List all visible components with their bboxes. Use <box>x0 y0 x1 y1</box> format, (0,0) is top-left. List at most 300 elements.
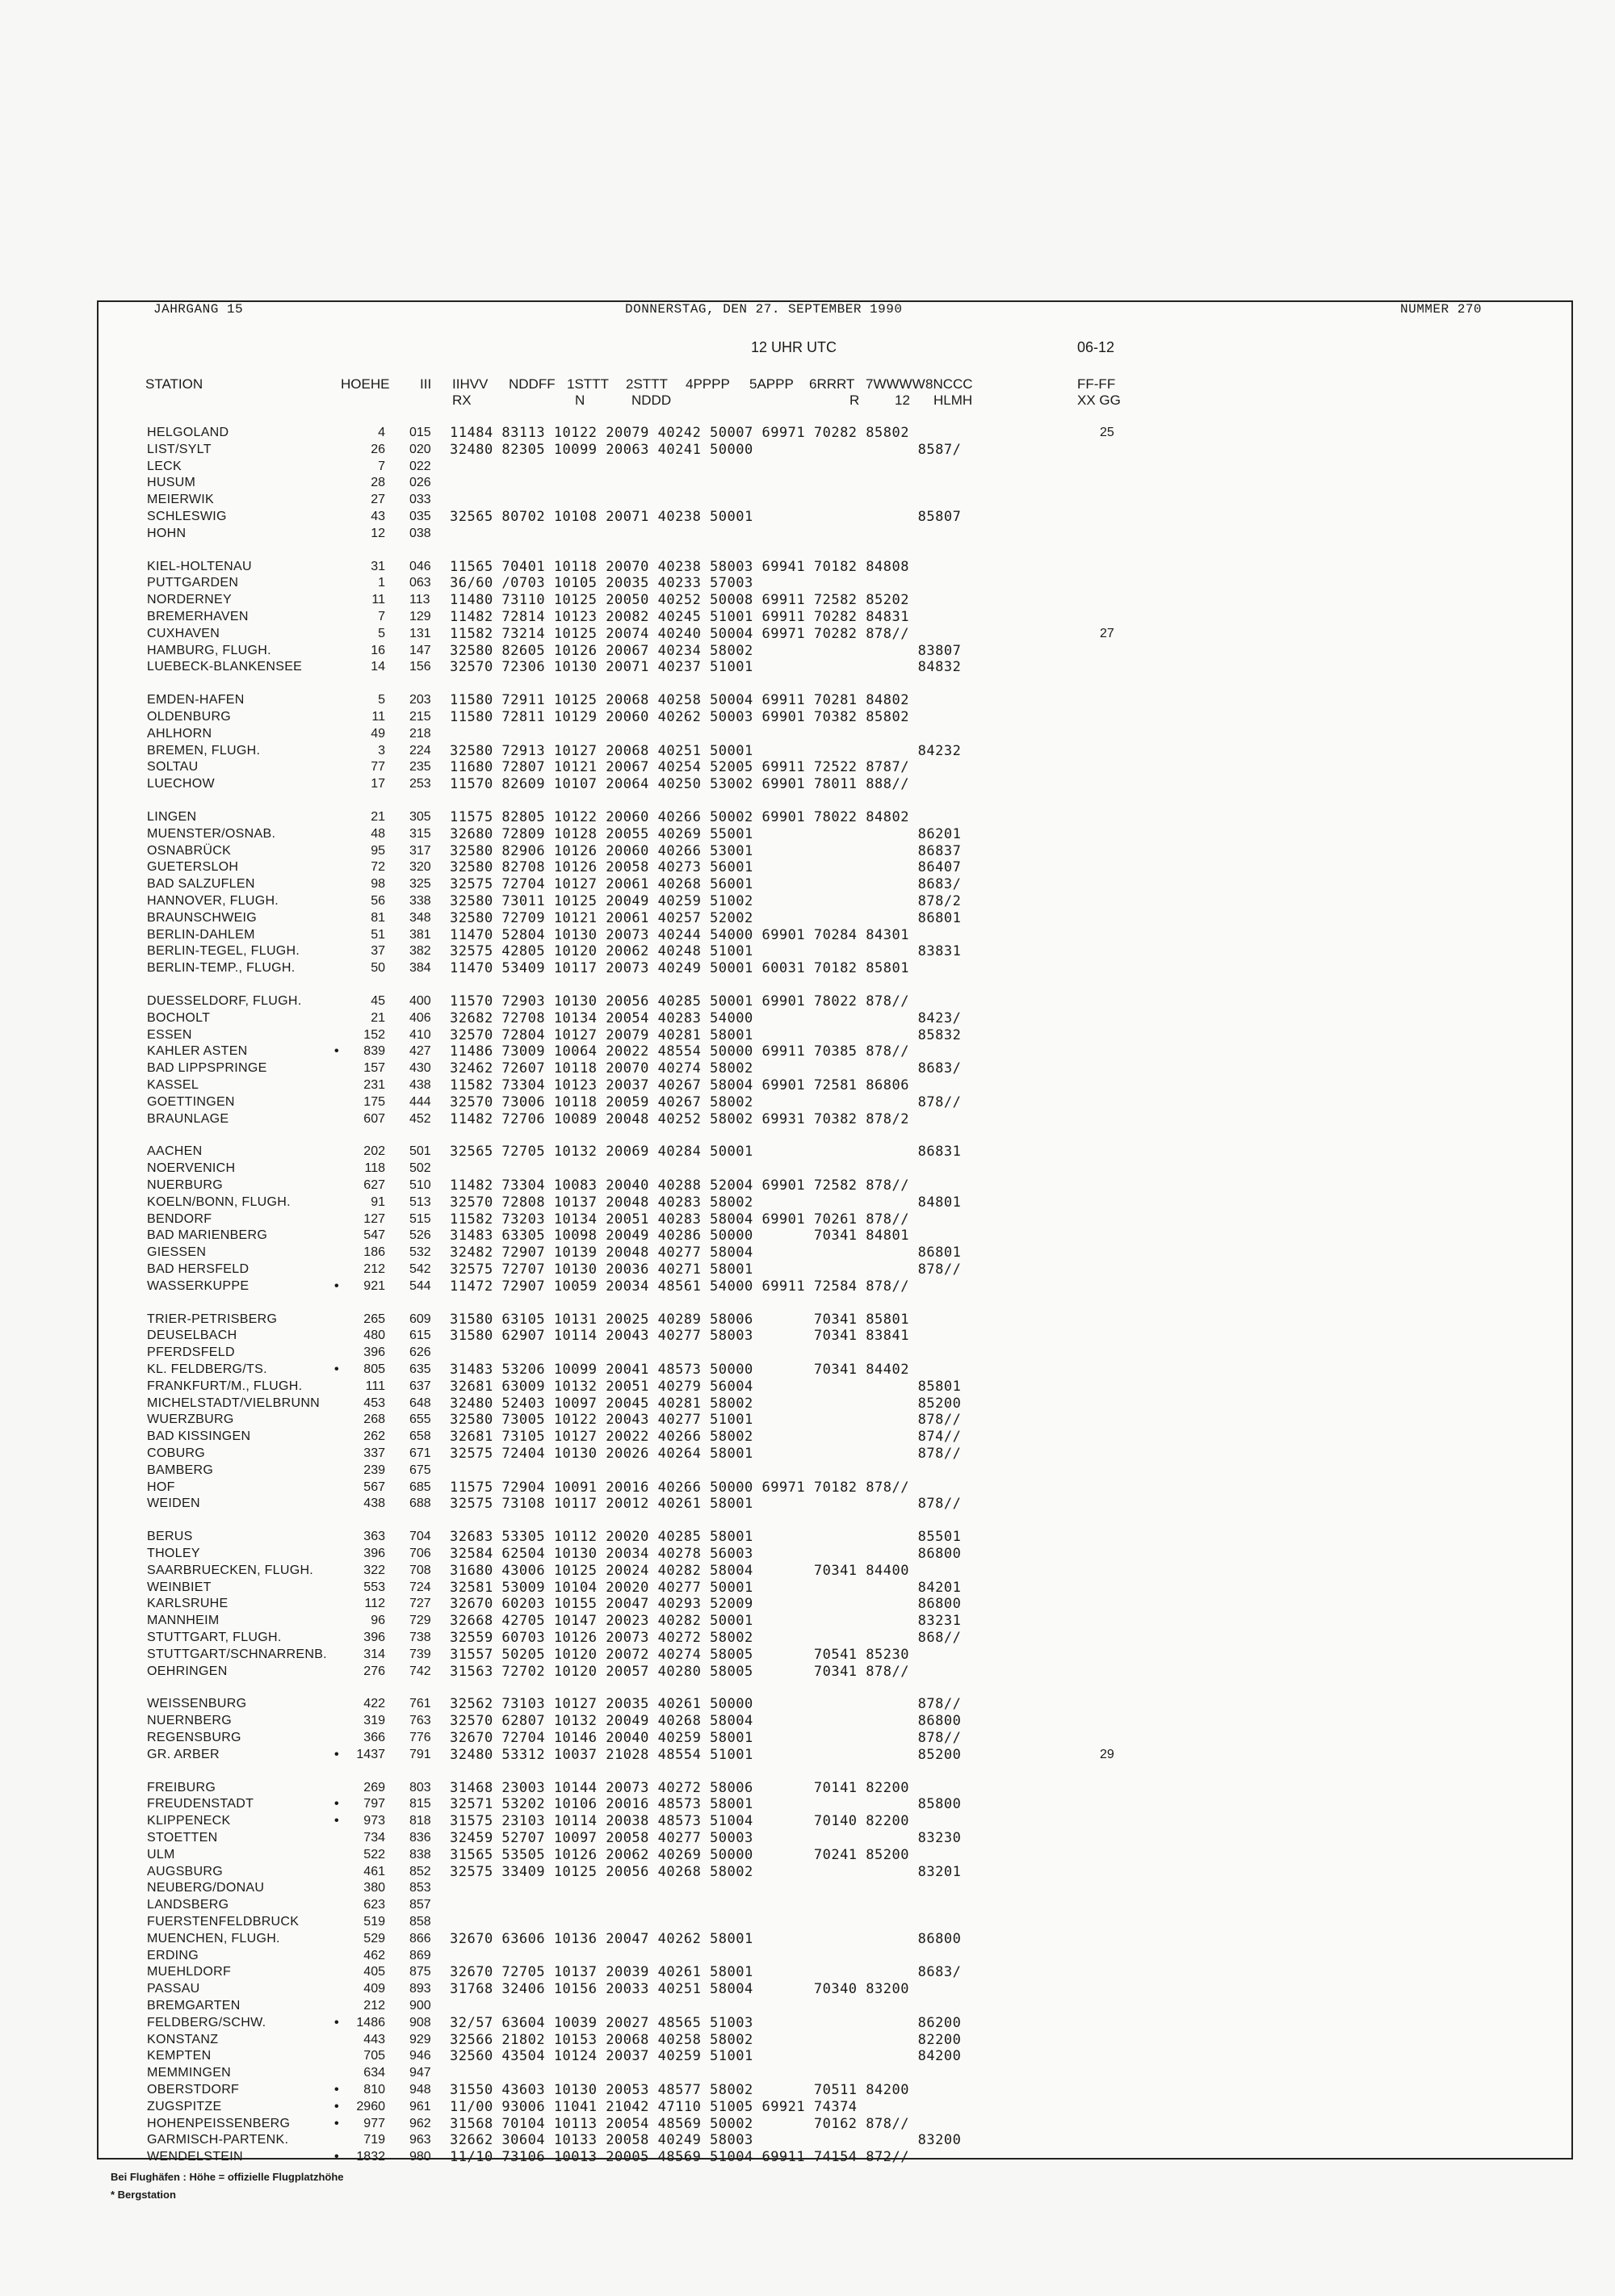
station-name: BREMGARTEN <box>147 1999 241 2013</box>
table-row <box>99 1261 1571 1278</box>
station-name: NOERVENICH <box>147 1161 236 1176</box>
station-height: 567 <box>363 1480 385 1494</box>
table-row <box>99 893 1571 909</box>
station-name: KL. FELDBERG/TS. <box>147 1362 267 1376</box>
station-height: 805 <box>363 1362 385 1376</box>
station-index: 626 <box>409 1345 431 1360</box>
table-row <box>99 592 1571 608</box>
observation-groups: 31580 63105 10131 20025 40289 58006 70341 85801 <box>450 1311 909 1328</box>
observation-groups: 32670 60203 10155 20047 40293 52009 86800 <box>450 1596 962 1613</box>
sub-nddd: NDDD <box>631 392 672 408</box>
col-hoehe: HOEHE <box>341 376 390 392</box>
station-index: 147 <box>409 643 431 657</box>
observation-groups: 11482 72814 10123 20082 40245 51001 69911 70282 84831 <box>450 609 909 625</box>
observation-groups: 36/60 /0703 10105 20035 40233 57003 <box>450 575 753 592</box>
station-index: 738 <box>409 1631 431 1644</box>
observation-groups: 32580 73011 10125 20049 40259 51002 878/2 <box>450 893 962 909</box>
station-index: 948 <box>409 2083 431 2097</box>
table-row <box>99 1480 1571 1496</box>
station-index: 708 <box>409 1563 431 1577</box>
observation-groups: 32565 72705 10132 20069 40284 50001 86831 <box>450 1144 962 1161</box>
station-index: 046 <box>409 559 431 573</box>
station-index: 131 <box>409 626 431 640</box>
station-index: 320 <box>409 860 431 875</box>
station-height: 405 <box>363 1965 385 1979</box>
station-height: 627 <box>363 1178 385 1192</box>
station-index: 427 <box>409 1044 431 1059</box>
table-row <box>99 692 1571 708</box>
station-name: WUERZBURG <box>147 1412 234 1427</box>
station-height: 1832 <box>356 2150 385 2164</box>
wind-gust: 27 <box>1100 626 1114 640</box>
mountain-marker: • <box>334 1814 339 1828</box>
station-name: LANDSBERG <box>147 1898 229 1912</box>
station-index: 929 <box>409 2032 431 2046</box>
station-height: 268 <box>363 1412 385 1427</box>
station-height: 480 <box>363 1328 385 1343</box>
observation-groups: 32480 52403 10097 20045 40281 58002 85200 <box>450 1395 962 1412</box>
station-index: 838 <box>409 1847 431 1862</box>
issue-number: NUMMER 270 <box>1400 302 1483 317</box>
station-name: GUETERSLOH <box>147 860 239 875</box>
station-index: 253 <box>409 777 431 791</box>
station-height: 212 <box>363 1262 385 1276</box>
station-height: 21 <box>371 1010 385 1025</box>
station-name: ULM <box>147 1847 175 1862</box>
station-height: 734 <box>363 1831 385 1845</box>
station-index: 857 <box>409 1898 431 1912</box>
station-name: LUEBECK-BLANKENSEE <box>147 660 303 674</box>
table-row <box>99 2149 1571 2165</box>
observation-groups: 11482 73304 10083 20040 40288 52004 69901 72582 878// <box>450 1177 909 1194</box>
station-name: WEISSENBURG <box>147 1697 247 1711</box>
table-row <box>99 1194 1571 1211</box>
station-height: 27 <box>371 493 385 507</box>
station-index: 655 <box>409 1412 431 1427</box>
table-row <box>99 1730 1571 1746</box>
station-index: 015 <box>409 426 431 439</box>
station-index: 852 <box>409 1864 431 1878</box>
observation-groups: 11470 52804 10130 20073 40244 54000 69901 70284 84301 <box>450 926 909 943</box>
observation-groups: 11580 72811 10129 20060 40262 50003 69901 70382 85802 <box>450 709 909 725</box>
station-name: HANNOVER, FLUGH. <box>147 894 279 908</box>
table-row <box>99 1948 1571 1964</box>
station-name: BAD HERSFELD <box>147 1262 250 1276</box>
table-row <box>99 1312 1571 1328</box>
station-name: HOF <box>147 1480 175 1494</box>
mountain-marker: • <box>334 2150 339 2164</box>
station-height: 973 <box>363 1814 385 1828</box>
station-name: GR. ARBER <box>147 1747 220 1761</box>
observation-groups: 11582 73214 10125 20074 40240 50004 69971 70282 878// <box>450 625 909 642</box>
observation-groups: 32480 53312 10037 21028 48554 51001 85200 <box>450 1746 962 1763</box>
observation-groups: 11484 83113 10122 20079 40242 50007 69971 70282 85802 <box>450 425 909 441</box>
observation-groups: 11565 70401 10118 20070 40238 58003 69941 70182 84808 <box>450 558 909 575</box>
station-index: 063 <box>409 576 431 590</box>
observation-groups: 32566 21802 10153 20068 40258 58002 82200 <box>450 2031 962 2048</box>
table-row <box>99 1328 1571 1344</box>
observation-groups: 32559 60703 10126 20073 40272 58002 868// <box>450 1630 962 1646</box>
wind-gust: 29 <box>1100 1747 1114 1761</box>
station-index: 815 <box>409 1797 431 1811</box>
station-index: 858 <box>409 1915 431 1929</box>
observation-groups: 11575 72904 10091 20016 40266 50000 69971 70182 878// <box>450 1479 909 1496</box>
observation-groups: 32580 72709 10121 20061 40257 52002 86801 <box>450 909 962 926</box>
station-name: MUENCHEN, FLUGH. <box>147 1931 280 1946</box>
station-name: KONSTANZ <box>147 2032 219 2046</box>
station-name: WENDELSTEIN <box>147 2150 243 2164</box>
station-height: 152 <box>363 1027 385 1042</box>
observation-groups: 31483 63305 10098 20049 40286 50000 70341 84801 <box>450 1228 909 1245</box>
station-height: 462 <box>363 1948 385 1962</box>
table-row <box>99 1981 1571 1997</box>
table-row <box>99 960 1571 976</box>
table-row <box>99 2099 1571 2115</box>
table-row <box>99 876 1571 892</box>
station-index: 406 <box>409 1010 431 1025</box>
station-height: 269 <box>363 1780 385 1794</box>
table-row <box>99 1563 1571 1579</box>
station-height: 443 <box>363 2032 385 2046</box>
table-row <box>99 475 1571 491</box>
observation-groups: 32580 82906 10126 20060 40266 53001 86837 <box>450 842 962 859</box>
station-name: BAD LIPPSPRINGE <box>147 1061 267 1076</box>
table-row <box>99 459 1571 475</box>
station-height: 31 <box>371 559 385 573</box>
station-name: NORDERNEY <box>147 593 232 607</box>
observation-groups: 11480 73110 10125 20050 40252 50008 69911 72582 85202 <box>450 592 909 609</box>
station-name: HOHN <box>147 526 187 540</box>
table-row <box>99 1914 1571 1930</box>
observation-groups: 11470 53409 10117 20073 40249 50001 60031 70182 85801 <box>450 960 909 977</box>
station-height: 1486 <box>356 2015 385 2029</box>
station-name: BERLIN-TEMP., FLUGH. <box>147 961 296 976</box>
station-name: MEIERWIK <box>147 493 215 507</box>
observation-groups: 32670 72704 10146 20040 40259 58001 878// <box>450 1730 962 1746</box>
observation-groups: 32/57 63604 10039 20027 48565 51003 86200 <box>450 2014 962 2031</box>
station-name: FREUDENSTADT <box>147 1797 254 1811</box>
table-row <box>99 776 1571 792</box>
station-index: 803 <box>409 1780 431 1794</box>
station-height: 396 <box>363 1631 385 1644</box>
observation-groups: 32580 82708 10126 20058 40273 56001 86407 <box>450 859 962 876</box>
station-height: 157 <box>363 1061 385 1076</box>
station-height: 11 <box>371 710 385 724</box>
station-index: 526 <box>409 1228 431 1243</box>
table-row <box>99 442 1571 458</box>
station-height: 634 <box>363 2066 385 2080</box>
station-index: 215 <box>409 710 431 724</box>
station-height: 231 <box>363 1078 385 1092</box>
station-height: 276 <box>363 1664 385 1678</box>
station-index: 384 <box>409 961 431 976</box>
station-height: 519 <box>363 1915 385 1929</box>
station-name: KAHLER ASTEN <box>147 1044 248 1059</box>
observation-groups: 11/00 93006 11041 21042 47110 51005 69921 74374 <box>450 2098 858 2115</box>
station-name: HUSUM <box>147 476 196 490</box>
table-row <box>99 726 1571 742</box>
table-row <box>99 1713 1571 1729</box>
station-height: 4 <box>378 426 385 439</box>
station-name: BOCHOLT <box>147 1010 211 1025</box>
observation-groups: 32670 63606 10136 20047 40262 58001 86800 <box>450 1930 962 1947</box>
station-height: 26 <box>371 442 385 456</box>
station-name: LUECHOW <box>147 777 215 791</box>
table-row <box>99 1278 1571 1295</box>
mountain-marker: • <box>334 2116 339 2130</box>
station-name: PFERDSFELD <box>147 1345 235 1360</box>
station-name: BRAUNSCHWEIG <box>147 910 258 925</box>
station-name: HOHENPEISSENBERG <box>147 2116 291 2130</box>
sub-rx: RX <box>452 392 472 408</box>
station-height: 1 <box>378 576 385 590</box>
station-index: 685 <box>409 1480 431 1494</box>
station-name: WEINBIET <box>147 1580 212 1594</box>
station-name: MEMMINGEN <box>147 2066 232 2080</box>
mountain-marker: • <box>334 2083 339 2097</box>
table-row <box>99 1228 1571 1244</box>
station-height: 839 <box>363 1044 385 1059</box>
observation-groups: 32580 82605 10126 20067 40234 58002 83807 <box>450 642 962 659</box>
table-row <box>99 1060 1571 1077</box>
station-height: 45 <box>371 994 385 1008</box>
station-name: SOLTAU <box>147 760 199 774</box>
col-iihvv: IIHVV <box>452 376 489 392</box>
table-row <box>99 826 1571 842</box>
station-index: 671 <box>409 1446 431 1460</box>
station-name: BERUS <box>147 1530 193 1544</box>
station-name: KLIPPENECK <box>147 1814 231 1828</box>
station-name: BENDORF <box>147 1211 212 1226</box>
station-height: 77 <box>371 760 385 774</box>
station-index: 502 <box>409 1161 431 1176</box>
range-label: 06-12 <box>1077 339 1115 355</box>
observation-groups: 32459 52707 10097 20058 40277 50003 83230 <box>450 1830 962 1846</box>
station-name: KOELN/BONN, FLUGH. <box>147 1194 291 1209</box>
table-row <box>99 1027 1571 1043</box>
station-height: 705 <box>363 2049 385 2063</box>
table-row <box>99 1696 1571 1712</box>
station-height: 16 <box>371 643 385 657</box>
observation-groups: 32580 72913 10127 20068 40251 50001 84232 <box>450 742 962 759</box>
station-index: 203 <box>409 693 431 707</box>
station-height: 37 <box>371 944 385 959</box>
station-index: 853 <box>409 1881 431 1895</box>
table-row <box>99 1111 1571 1127</box>
observation-groups: 32562 73103 10127 20035 40261 50000 878// <box>450 1696 962 1713</box>
station-index: 609 <box>409 1312 431 1326</box>
station-index: 818 <box>409 1814 431 1828</box>
station-name: HAMBURG, FLUGH. <box>147 643 271 657</box>
station-height: 5 <box>378 693 385 707</box>
observation-groups: 11680 72807 10121 20067 40254 52005 69911 72522 8787/ <box>450 759 909 776</box>
station-name: LECK <box>147 459 182 473</box>
station-index: 776 <box>409 1731 431 1744</box>
observation-groups: 32575 73108 10117 20012 40261 58001 878// <box>450 1496 962 1513</box>
table-row <box>99 2116 1571 2132</box>
station-name: PASSAU <box>147 1982 200 1996</box>
station-index: 658 <box>409 1429 431 1444</box>
observation-groups: 32581 53009 10104 20020 40277 50001 84201 <box>450 1579 962 1596</box>
table-row <box>99 559 1571 575</box>
station-name: ZUGSPITZE <box>147 2099 222 2113</box>
station-index: 038 <box>409 526 431 540</box>
table-row <box>99 1580 1571 1596</box>
table-row <box>99 1931 1571 1947</box>
station-index: 444 <box>409 1094 431 1109</box>
station-height: 7 <box>378 610 385 623</box>
station-height: 175 <box>363 1094 385 1109</box>
station-index: 224 <box>409 743 431 758</box>
station-name: KASSEL <box>147 1078 199 1092</box>
table-row <box>99 1161 1571 1177</box>
table-row <box>99 509 1571 525</box>
station-index: 022 <box>409 459 431 473</box>
station-index: 113 <box>409 593 430 607</box>
observation-groups: 31565 53505 10126 20062 40269 50000 70241 85200 <box>450 1846 909 1863</box>
col-iii: III <box>420 376 432 392</box>
station-name: ERDING <box>147 1948 199 1962</box>
volume-label: JAHRGANG 15 <box>153 302 244 317</box>
station-height: 1437 <box>356 1747 385 1761</box>
table-row <box>99 1596 1571 1612</box>
mountain-marker: • <box>334 1797 339 1811</box>
table-row <box>99 492 1571 508</box>
col-5appp: 5APPP <box>749 376 794 392</box>
station-name: FREIBURG <box>147 1780 216 1794</box>
station-name: BERLIN-DAHLEM <box>147 927 255 942</box>
station-name: BREMEN, FLUGH. <box>147 743 261 758</box>
table-row <box>99 1396 1571 1412</box>
station-height: 111 <box>365 1379 385 1393</box>
mountain-marker: • <box>334 2099 339 2113</box>
station-name: WEIDEN <box>147 1496 200 1511</box>
station-name: STUTTGART/SCHNARRENB. <box>147 1647 327 1661</box>
station-index: 400 <box>409 994 431 1008</box>
observation-groups: 31483 53206 10099 20041 48573 50000 70341 84402 <box>450 1362 909 1378</box>
table-row <box>99 1613 1571 1629</box>
station-name: BRAUNLAGE <box>147 1111 229 1126</box>
station-height: 977 <box>363 2116 385 2130</box>
station-index: 635 <box>409 1362 431 1376</box>
table-row <box>99 1796 1571 1812</box>
table-row <box>99 1362 1571 1378</box>
station-height: 322 <box>363 1563 385 1577</box>
station-index: 033 <box>409 493 431 507</box>
station-name: OBERSTDORF <box>147 2083 240 2097</box>
station-height: 212 <box>363 1999 385 2013</box>
station-height: 72 <box>371 860 385 875</box>
station-index: 791 <box>409 1747 431 1761</box>
station-height: 438 <box>363 1496 385 1511</box>
observation-groups: 31580 62907 10114 20043 40277 58003 70341 83841 <box>450 1328 909 1345</box>
station-index: 961 <box>409 2099 431 2113</box>
station-height: 380 <box>363 1881 385 1895</box>
station-name: SCHLESWIG <box>147 510 227 523</box>
table-row <box>99 2015 1571 2031</box>
station-height: 51 <box>371 927 385 942</box>
station-index: 218 <box>409 726 431 741</box>
table-row <box>99 425 1571 441</box>
station-height: 529 <box>363 1931 385 1946</box>
station-height: 363 <box>363 1530 385 1544</box>
mountain-marker: • <box>334 1747 339 1761</box>
station-name: HELGOLAND <box>147 426 229 439</box>
station-height: 2960 <box>356 2099 385 2113</box>
station-height: 319 <box>363 1714 385 1728</box>
station-name: AHLHORN <box>147 726 212 741</box>
observation-groups: 11482 72706 10089 20048 40252 58002 69931 70382 878/2 <box>450 1110 909 1127</box>
station-name: BERLIN-TEGEL, FLUGH. <box>147 944 300 959</box>
table-row <box>99 626 1571 642</box>
station-height: 797 <box>363 1797 385 1811</box>
station-index: 761 <box>409 1697 431 1711</box>
station-height: 17 <box>371 777 385 791</box>
station-height: 96 <box>371 1614 385 1628</box>
station-index: 615 <box>409 1328 431 1343</box>
station-index: 156 <box>409 660 431 674</box>
station-height: 56 <box>371 894 385 908</box>
table-row <box>99 1864 1571 1880</box>
observation-groups: 31568 70104 10113 20054 48569 50002 70162 878// <box>450 2115 909 2132</box>
mountain-marker: • <box>334 1278 339 1293</box>
station-index: 704 <box>409 1530 431 1544</box>
table-row <box>99 1880 1571 1896</box>
station-height: 366 <box>363 1731 385 1744</box>
observation-groups: 32575 42805 10120 20062 40248 51001 83831 <box>450 943 962 960</box>
station-index: 648 <box>409 1396 431 1410</box>
table-row <box>99 2048 1571 2064</box>
table-row <box>99 1094 1571 1110</box>
station-name: NEUBERG/DONAU <box>147 1881 265 1895</box>
table-row <box>99 575 1571 591</box>
station-height: 50 <box>371 961 385 976</box>
station-index: 501 <box>409 1144 431 1159</box>
observation-groups: 11575 82805 10122 20060 40266 50002 69901 78022 84802 <box>450 809 909 825</box>
station-name: OLDENBURG <box>147 710 232 724</box>
table-row <box>99 1463 1571 1479</box>
observation-groups: 32662 30604 10133 20058 40249 58003 83200 <box>450 2132 962 2149</box>
station-name: BAD SALZUFLEN <box>147 877 255 892</box>
station-index: 129 <box>409 610 431 623</box>
station-index: 410 <box>409 1027 431 1042</box>
station-index: 706 <box>409 1547 431 1560</box>
table-row <box>99 1379 1571 1395</box>
station-index: 727 <box>409 1597 431 1611</box>
station-height: 81 <box>371 910 385 925</box>
station-height: 112 <box>364 1597 385 1611</box>
observation-groups: 32570 73006 10118 20059 40267 58002 878// <box>450 1093 962 1110</box>
table-row <box>99 526 1571 542</box>
station-index: 742 <box>409 1664 431 1678</box>
observation-groups: 32680 72809 10128 20055 40269 55001 86201 <box>450 825 962 842</box>
station-name: MUEHLDORF <box>147 1965 232 1979</box>
station-index: 026 <box>409 476 431 490</box>
observation-groups: 32575 72704 10127 20061 40268 56001 8683/ <box>450 876 962 893</box>
station-height: 337 <box>363 1446 385 1460</box>
observation-groups: 32570 72306 10130 20071 40237 51001 84832 <box>450 659 962 676</box>
sub-xxgg: XX GG <box>1077 392 1121 408</box>
table-row <box>99 1664 1571 1680</box>
table-row <box>99 1177 1571 1194</box>
station-index: 430 <box>409 1061 431 1076</box>
station-index: 235 <box>409 760 431 774</box>
observation-groups: 11570 72903 10130 20056 40285 50001 69901 78022 878// <box>450 993 909 1009</box>
station-index: 510 <box>409 1178 431 1192</box>
sub-12: 12 <box>895 392 910 408</box>
station-index: 893 <box>409 1982 431 1996</box>
station-index: 836 <box>409 1831 431 1845</box>
